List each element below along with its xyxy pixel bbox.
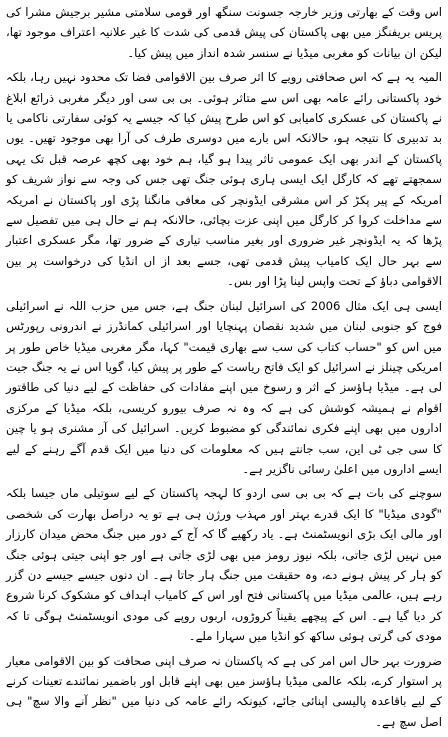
paragraph-5: ضرورت بہر حال اس امر کی ہے کہ پاکستان نہ صرف اپنی صحافت کو بین الاقوامی معیار پر استوار کرے، بلکہ عالمی میڈیا ہاؤسز میں بھی اپنے قابل اور باضمیر نمائندے تعینات کرنے کے لیے باقاعدہ پالیسی اپنائی جائے، کیونکہ رائے عامہ کی دنیا میں "نظر آنے والا سچ" ہی اصل سچ ہے۔ bbox=[6, 653, 442, 729]
paragraph-1: اس وقت کے بھارتی وزیر خارجہ جسونت سنگھ اور قومی سلامتی مشیر برجیش مشرا کی پریس بریفنگز میں بھی پاکستان کی پیش قدمی کی شدت کا غیر علانیہ اعتراف موجود تھا، لیکن ان بیانات کو مغربی میڈیا نے سنسر شدہ انداز میں پیش کیا۔ bbox=[6, 5, 442, 60]
paragraph-2: المیہ یہ ہے کہ اس صحافتی رویے کا اثر صرف بین الاقوامی فضا تک محدود نہیں رہا، بلکہ خود پاکستانی رائے عامہ بھی اس سے متاثر ہوئی۔ بی بی سی اور دیگر مغربی ذرائع ابلاغ نے پاکستان کی عسکری کامیابی کو اس طرح پیش کیا کہ جیسے یہ کوئی سفارتی ناکامی یا بد تدبیری کا نتیجہ ہو، حالانکہ اس بارے میں دوسری طرف کی آرا بھی موجود تھیں۔ یوں پاکستان کے اندر بھی ایک عمومی تاثر پیدا ہو گیا، ہم خود بھی کچھ عرصہ قبل تک یہی سمجھتے تھے کہ کارگل ایک ایسی ہاری ہوئی جنگ تھی جس کی وجہ سے نواز شریف کو امریکہ کے پیر پکڑ کر اس مشرقی ایڈونچر کی معافی مانگنا پڑی اور پاکستان نے امریکہ سے مداخلت کروا کر کارگل میں اپنی عزت بچائی، حالانکہ ہم نے حال ہی میں تفصیل سے پڑھا کہ یہ ایڈونچر غیر ضروری اور بغیر مناسب تیاری کے ضرور تھا، مگر عسکری اعتبار سے بہر حال ایک کامیاب پیش قدمی تھی، جسے بعد از اں انڈیا کی درخواست پر بین الاقوامی دباؤ کے تحت واپس لینا پڑا اور بس۔ bbox=[6, 70, 442, 289]
paragraph-4: سوچنے کی بات ہے کہ بی بی سی اردو کا لہجہ پاکستان کے لیے سوتیلی ماں جیسا بلکہ "گودی میڈیا" کا ایک قدرے بہتر اور مہذب ورژن ہی ہے تو یہ دراصل بھارت کی شخصی اور مالی ایک بڑی انویسٹمنٹ ہے۔ یاد رکھیے گا کہ آج کے دور میں جنگ محض میدان کارزار میں نہیں لڑی جاتی، بلکہ نیوز رومز میں بھی لڑی جاتی ہے اور جو اپنی جیتی ہوئی جنگ کو ہار کر پیش ہونے دے، وہ حقیقت میں جنگ ہار جاتا ہے۔ ان دنوں جیسے جیسے دن گزر رہے ہیں، عالمی میڈیا میں پاکستانی فتح اور اس کے کامیاب اہداف کو مشکوک کرنا شروع کر دیا گیا ہے۔ اس کے پیچھے یقیناً کروڑوں، اربوں روپے کی مودی انویسٹمنٹ ہوگی تا کہ مودی کی گرتی ہوئی ساکھ کو انڈیا میں سہارا ملے۔ bbox=[6, 486, 442, 644]
paragraph-3: ایسی ہی ایک مثال 2006 کی اسرائیل لبنان جنگ ہے، جس میں حزب اللہ نے اسرائیلی فوج کو جنوبی لبنان میں شدید نقصان پہنچایا اور اسرائیلی کمانڈرز نے اندرونی رپورٹس میں اس کو "حساب کتاب کی سب سے بھاری قیمت" کہا، مگر مغربی میڈیا خاص طور پر امریکی چینلز نے اسرائیل کو ایک فاتح ریاست کے طور پر پیش کیا، گویا اس نے یہ جنگ جیت لی ہے۔ میڈیا ہاؤسز کے اثر و رسوخ میں اپنے مفادات کی حفاظت کے لیے دنیا کی طاقتور اقوام نے ہمیشہ کوشش کی ہے کہ وہ نہ صرف بیورو کریسی، بلکہ میڈیا کے مرکزی اداروں میں بھی اپنے فکری نمائندگی کو مضبوط کریں۔ اسرائیل کی آر مشنری ہو یا چین کا سی جی ٹی این، سب جانتے ہیں کہ معلومات کی دنیا میں ایک قدم آگے رہنے کے لیے ایسے اداروں میں اعلیٰ رسائی ناگزیر ہے۔ bbox=[6, 298, 442, 476]
article-body bbox=[6, 2, 442, 732]
